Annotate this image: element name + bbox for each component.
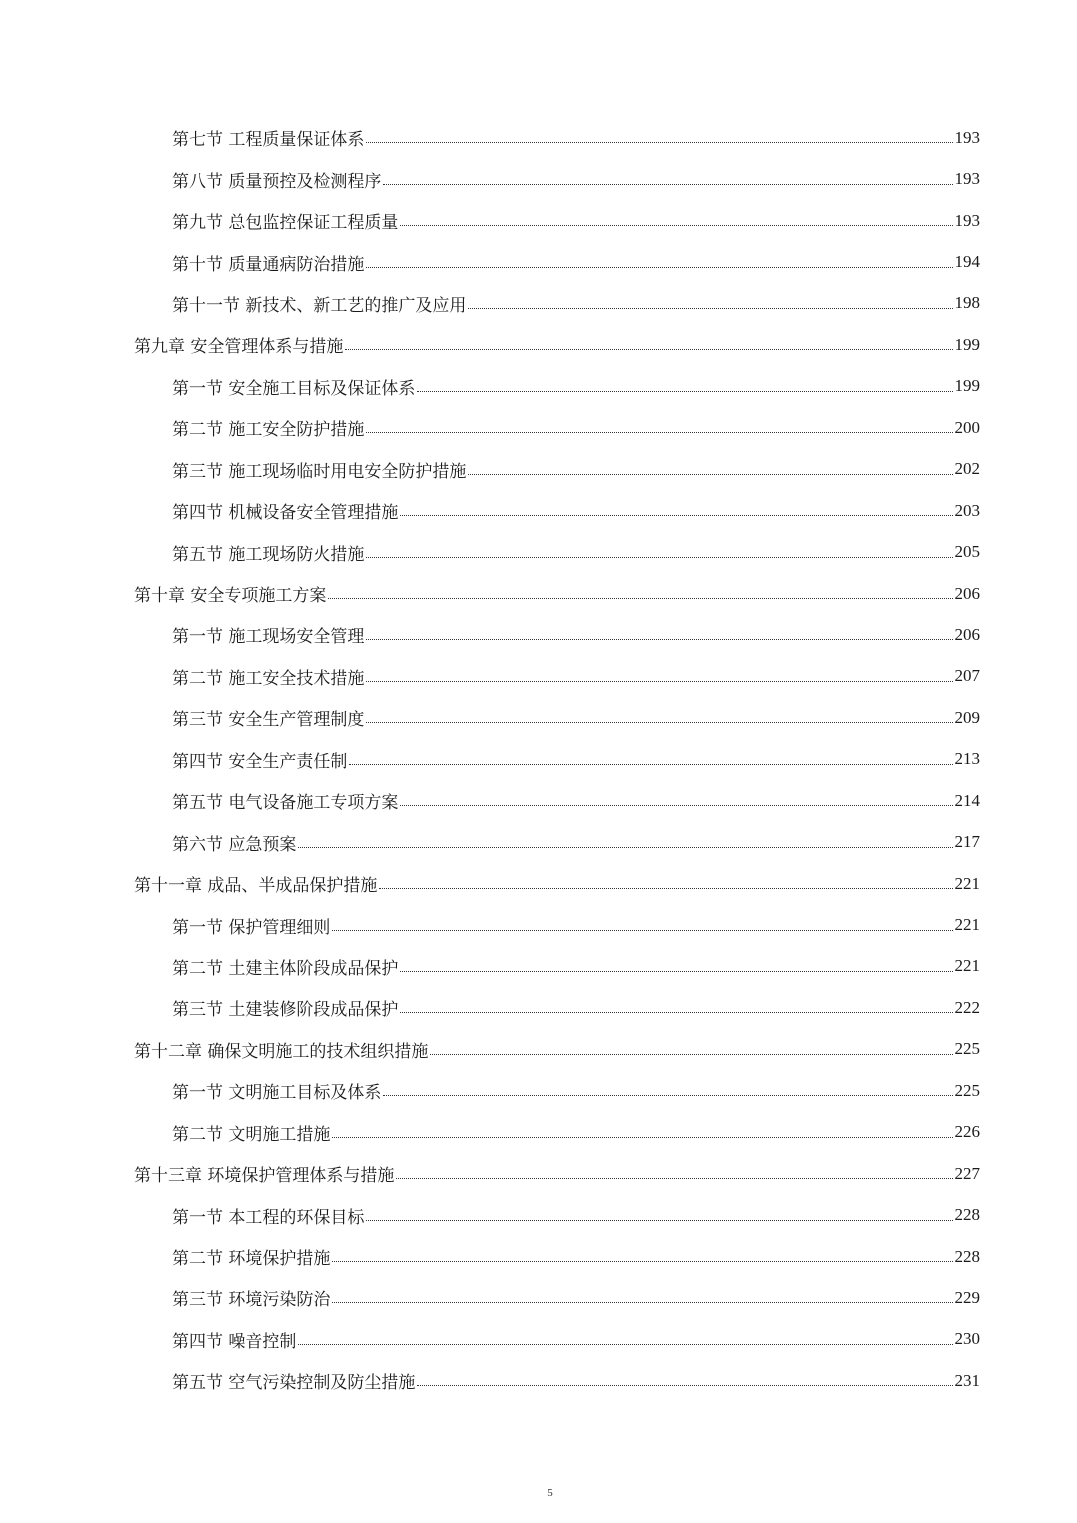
toc-entry-page-number: 221 (954, 956, 980, 976)
toc-entry-title: 第二节 施工安全技术措施 (172, 668, 365, 689)
toc-entry-title: 第十二章 确保文明施工的技术组织措施 (134, 1041, 429, 1062)
toc-dot-leader (383, 1095, 952, 1096)
toc-entry-title: 第四节 安全生产责任制 (172, 751, 348, 772)
toc-entry-title: 第一节 本工程的环保目标 (172, 1207, 365, 1228)
toc-dot-leader (366, 722, 952, 723)
toc-entry-page-number: 221 (954, 915, 980, 935)
toc-section-entry[interactable] (0, 1194, 1077, 1235)
toc-entry-title: 第九节 总包监控保证工程质量 (172, 213, 399, 234)
toc-entry-page-number: 225 (954, 1080, 980, 1100)
toc-section-entry[interactable] (0, 821, 1077, 862)
toc-entry-page-number: 228 (954, 1205, 980, 1225)
toc-entry-page-number: 193 (954, 210, 980, 230)
toc-entry-page-number: 209 (954, 707, 980, 727)
toc-entry-page-number: 226 (954, 1122, 980, 1142)
toc-dot-leader (468, 474, 952, 475)
toc-entry-page-number: 199 (954, 376, 980, 396)
toc-section-entry[interactable] (0, 366, 1077, 407)
toc-dot-leader (400, 515, 952, 516)
toc-dot-leader (332, 1302, 952, 1303)
toc-entry-title: 第六节 应急预案 (172, 834, 297, 855)
toc-section-entry[interactable] (0, 780, 1077, 821)
toc-section-entry[interactable] (0, 283, 1077, 324)
toc-entry-page-number: 199 (954, 334, 980, 354)
toc-entry-page-number: 217 (954, 832, 980, 852)
toc-section-entry[interactable] (0, 407, 1077, 448)
toc-dot-leader (400, 971, 952, 972)
toc-entry-page-number: 229 (954, 1287, 980, 1307)
toc-dot-leader (332, 930, 952, 931)
toc-entry-title: 第十节 质量通病防治措施 (172, 254, 365, 275)
toc-entry-title: 第二节 施工安全防护措施 (172, 420, 365, 441)
toc-entry-page-number: 205 (954, 542, 980, 562)
toc-section-entry[interactable] (0, 1277, 1077, 1318)
toc-entry-title: 第三节 施工现场临时用电安全防护措施 (172, 461, 467, 482)
toc-dot-leader (328, 598, 952, 599)
toc-section-entry[interactable] (0, 490, 1077, 531)
toc-section-entry[interactable] (0, 656, 1077, 697)
toc-entry-page-number: 198 (954, 293, 980, 313)
toc-dot-leader (468, 308, 952, 309)
toc-dot-leader (417, 1385, 952, 1386)
toc-dot-leader (400, 805, 952, 806)
toc-entry-page-number: 227 (954, 1163, 980, 1183)
toc-section-entry[interactable] (0, 531, 1077, 572)
toc-entry-page-number: 193 (954, 169, 980, 189)
toc-entry-title: 第二节 环境保护措施 (172, 1249, 331, 1270)
toc-chapter-entry[interactable] (0, 863, 1077, 904)
toc-entry-title: 第十章 安全专项施工方案 (134, 586, 327, 607)
toc-entry-title: 第二节 土建主体阶段成品保护 (172, 958, 399, 979)
toc-entry-title: 第十一章 成品、半成品保护措施 (134, 876, 378, 897)
toc-dot-leader (366, 432, 952, 433)
toc-dot-leader (366, 681, 952, 682)
toc-dot-leader (396, 1178, 952, 1179)
toc-entry-page-number: 230 (954, 1329, 980, 1349)
toc-section-entry[interactable] (0, 904, 1077, 945)
toc-entry-title: 第四节 机械设备安全管理措施 (172, 503, 399, 524)
page-number: 5 (547, 1487, 553, 1499)
toc-entry-title: 第四节 噪音控制 (172, 1331, 297, 1352)
toc-entry-title: 第五节 施工现场防火措施 (172, 544, 365, 565)
toc-entry-page-number: 194 (954, 252, 980, 272)
toc-section-entry[interactable] (0, 200, 1077, 241)
toc-section-entry[interactable] (0, 697, 1077, 738)
toc-dot-leader (417, 391, 952, 392)
toc-dot-leader (345, 349, 952, 350)
toc-entry-page-number: 202 (954, 459, 980, 479)
toc-dot-leader (298, 847, 952, 848)
toc-entry-title: 第十三章 环境保护管理体系与措施 (134, 1166, 395, 1187)
toc-entry-page-number: 207 (954, 666, 980, 686)
toc-dot-leader (366, 142, 952, 143)
toc-entry-title: 第九章 安全管理体系与措施 (134, 337, 344, 358)
toc-dot-leader (332, 1261, 952, 1262)
toc-chapter-entry[interactable] (0, 1153, 1077, 1194)
toc-dot-leader (379, 888, 952, 889)
toc-dot-leader (366, 639, 952, 640)
toc-chapter-entry[interactable] (0, 1029, 1077, 1070)
toc-entry-title: 第十一节 新技术、新工艺的推广及应用 (172, 295, 467, 316)
toc-section-entry[interactable] (0, 117, 1077, 158)
toc-entry-page-number: 213 (954, 749, 980, 769)
toc-entry-title: 第一节 文明施工目标及体系 (172, 1083, 382, 1104)
toc-entry-title: 第三节 安全生产管理制度 (172, 710, 365, 731)
toc-entry-title: 第三节 环境污染防治 (172, 1290, 331, 1311)
toc-entry-page-number: 200 (954, 417, 980, 437)
toc-section-entry[interactable] (0, 1236, 1077, 1277)
toc-section-entry[interactable] (0, 1360, 1077, 1401)
toc-entry-page-number: 206 (954, 583, 980, 603)
toc-entry-page-number: 193 (954, 127, 980, 147)
toc-entry-title: 第一节 保护管理细则 (172, 917, 331, 938)
toc-section-entry[interactable] (0, 241, 1077, 282)
toc-section-entry[interactable] (0, 987, 1077, 1028)
toc-section-entry[interactable] (0, 614, 1077, 655)
toc-dot-leader (298, 1344, 952, 1345)
toc-dot-leader (400, 1012, 952, 1013)
toc-entry-page-number: 214 (954, 790, 980, 810)
toc-section-entry[interactable] (0, 1112, 1077, 1153)
toc-entry-page-number: 221 (954, 873, 980, 893)
toc-section-entry[interactable] (0, 1319, 1077, 1360)
toc-section-entry[interactable] (0, 1070, 1077, 1111)
toc-entry-title: 第五节 空气污染控制及防尘措施 (172, 1373, 416, 1394)
toc-entry-title: 第一节 施工现场安全管理 (172, 627, 365, 648)
toc-dot-leader (383, 184, 952, 185)
toc-entry-page-number: 222 (954, 997, 980, 1017)
table-of-contents (0, 117, 1077, 1402)
toc-dot-leader (366, 267, 952, 268)
toc-entry-page-number: 228 (954, 1246, 980, 1266)
toc-section-entry[interactable] (0, 739, 1077, 780)
toc-entry-page-number: 203 (954, 500, 980, 520)
toc-dot-leader (366, 1220, 952, 1221)
toc-dot-leader (366, 557, 952, 558)
toc-entry-title: 第三节 土建装修阶段成品保护 (172, 1000, 399, 1021)
toc-entry-title: 第二节 文明施工措施 (172, 1124, 331, 1145)
toc-chapter-entry[interactable] (0, 324, 1077, 365)
toc-section-entry[interactable] (0, 449, 1077, 490)
toc-section-entry[interactable] (0, 946, 1077, 987)
toc-entry-page-number: 206 (954, 624, 980, 644)
toc-chapter-entry[interactable] (0, 573, 1077, 614)
toc-entry-title: 第五节 电气设备施工专项方案 (172, 793, 399, 814)
toc-dot-leader (430, 1054, 952, 1055)
toc-entry-page-number: 231 (954, 1370, 980, 1390)
toc-entry-page-number: 225 (954, 1039, 980, 1059)
toc-section-entry[interactable] (0, 158, 1077, 199)
toc-dot-leader (349, 764, 952, 765)
toc-entry-title: 第七节 工程质量保证体系 (172, 130, 365, 151)
toc-dot-leader (332, 1137, 952, 1138)
toc-entry-title: 第一节 安全施工目标及保证体系 (172, 378, 416, 399)
toc-entry-title: 第八节 质量预控及检测程序 (172, 171, 382, 192)
toc-dot-leader (400, 225, 952, 226)
